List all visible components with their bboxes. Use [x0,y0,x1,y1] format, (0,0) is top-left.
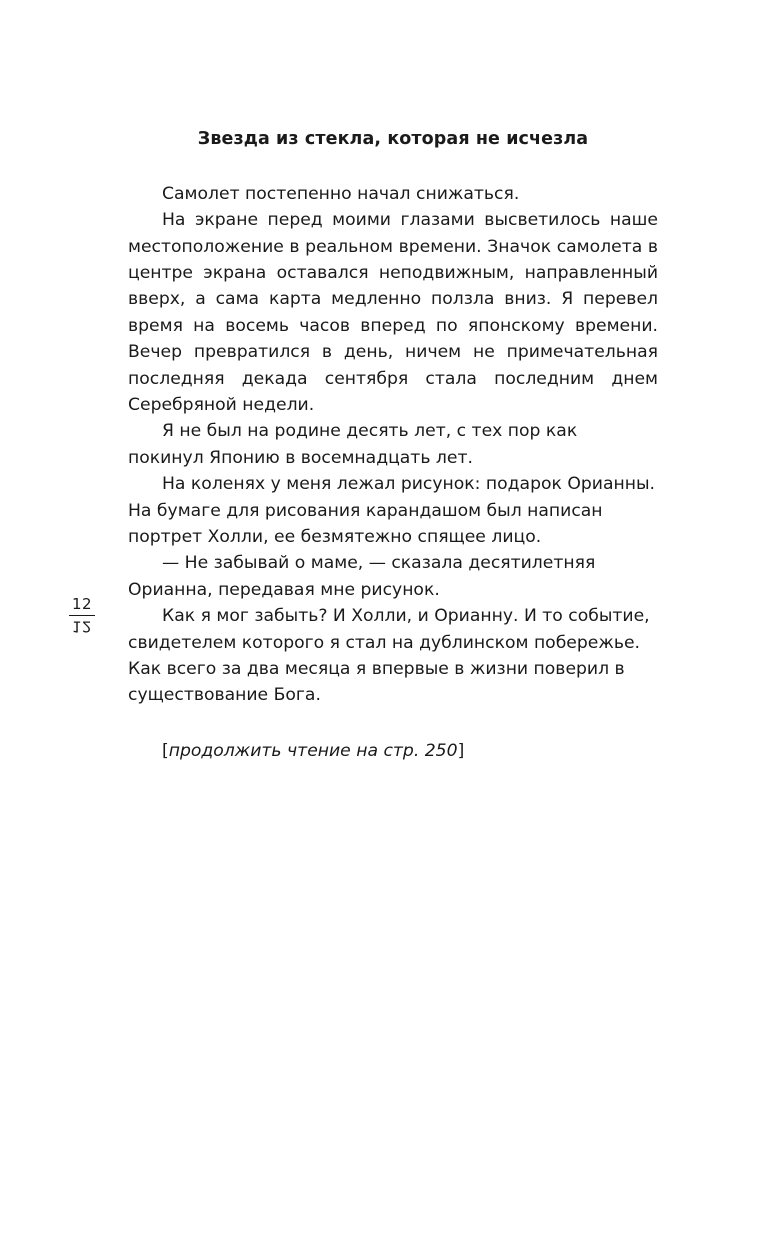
paragraph-6: Как я мог забыть? И Холли, и Орианну. И то событие, свидетелем которого я стал на дублинском побережье. Как всего за два месяца я впервые в жизни поверил в существование Бога. [128,606,650,706]
paragraph-2: На экране перед моими глазами высветилось наше местоположение в реальном времени. Значок самолета в центре экрана оставался неподвижным, направленный вверх, а сама карта медленно ползла вниз. Я перевел время на восемь часов вперед по японскому времени. Вечер превратился в день, ничем не примечательная последняя декада сентября стала последним днем Серебряной недели. [128,210,658,415]
page-number-bottom-mirrored: 12 [71,617,93,635]
paragraph-1: Самолет постепенно начал снижаться. [162,183,520,204]
note-open-bracket: [ [162,740,169,761]
text-column [128,128,658,764]
continuation-note [128,738,658,764]
page-number-top: 12 [71,595,93,613]
paragraph-4: На коленях у меня лежал рисунок: подарок Орианны. На бумаге для рисования карандашом был написан портрет Холли, ее безмятежно спящее лицо. [128,474,656,548]
paragraph-5: — Не забывай о маме, — сказала десятилетняя Орианна, передавая мне рисунок. [128,553,596,600]
note-close-bracket: ] [457,740,465,761]
paragraph-3: Я не был на родине десять лет, с тех пор как покинул Японию в восемнадцать лет. [128,421,578,468]
page-number-block [62,596,102,634]
note-text: продолжить чтение на стр. 250 [168,740,458,761]
page-number-divider [69,615,95,616]
chapter-title: Звезда из стекла, которая не исчезла [197,129,589,149]
